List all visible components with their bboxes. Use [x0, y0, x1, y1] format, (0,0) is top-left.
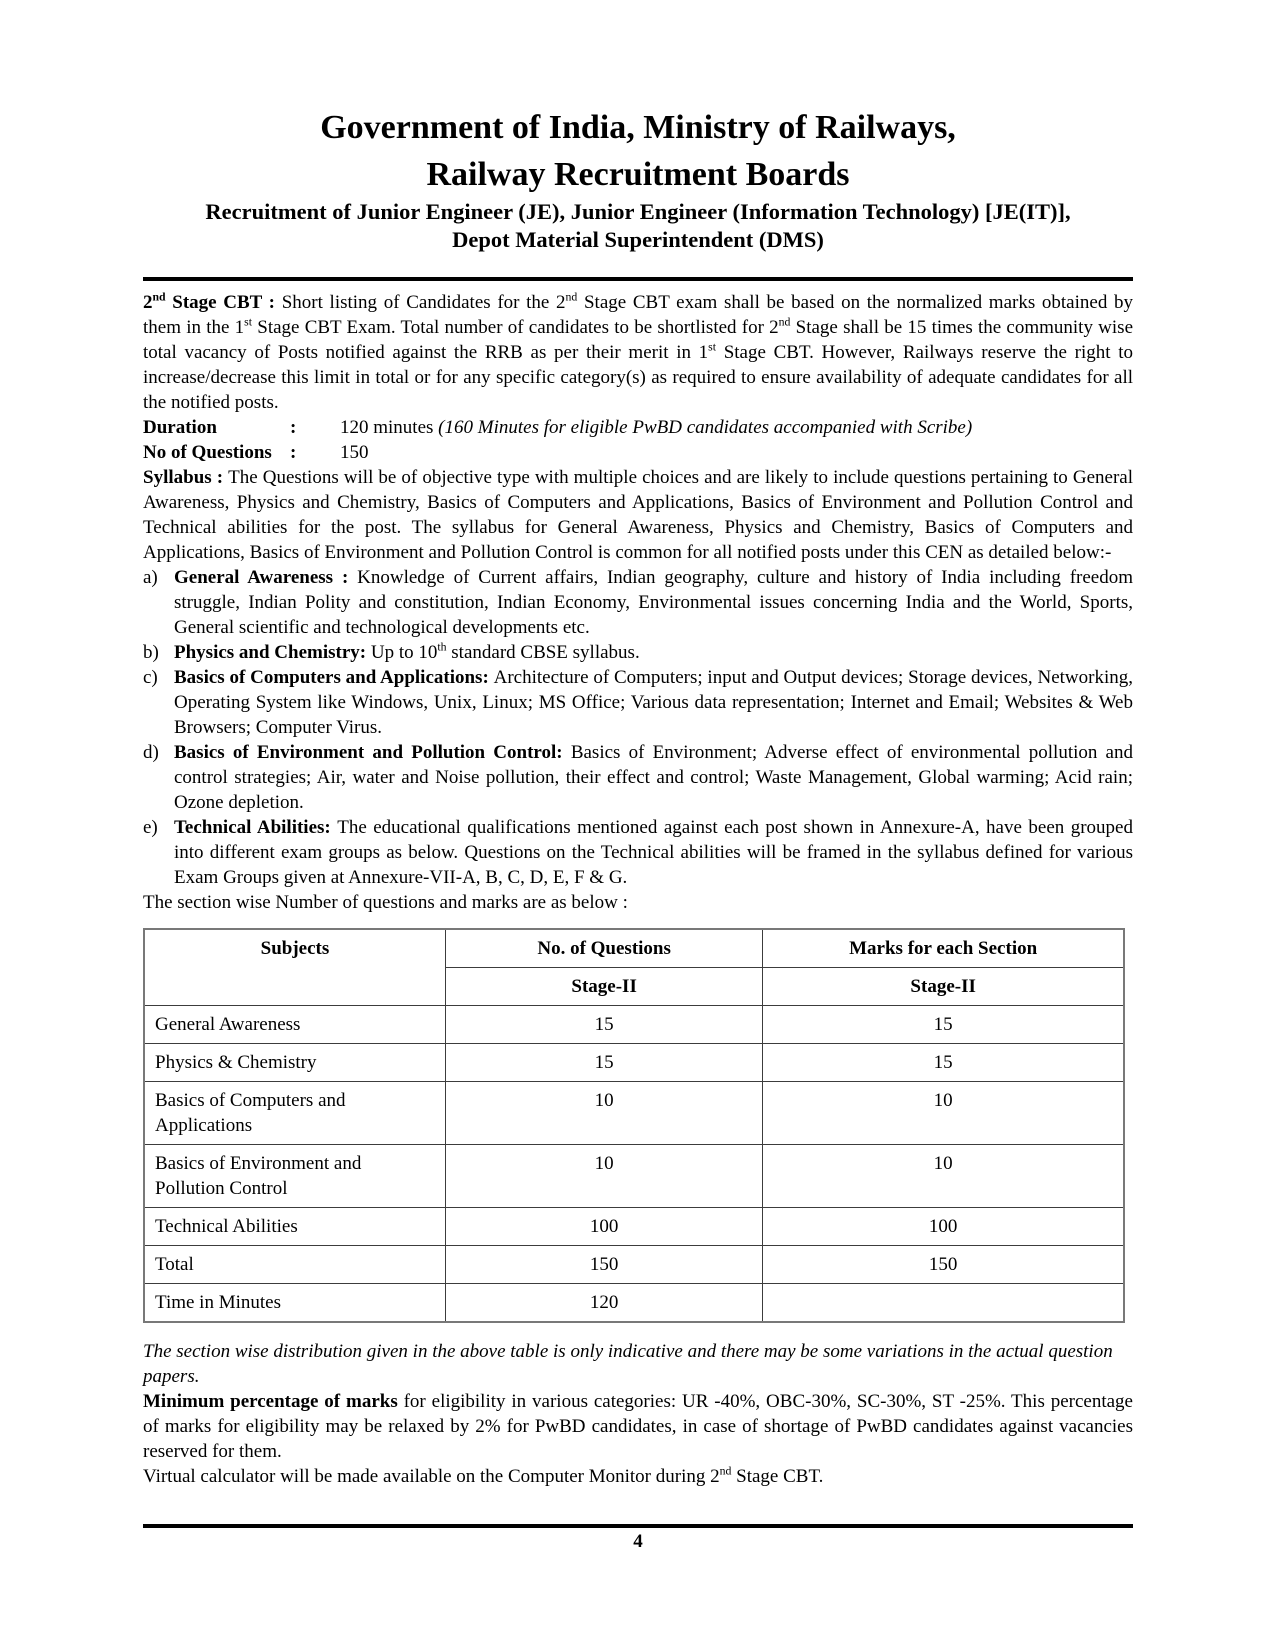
questions-cell: 120	[445, 1284, 762, 1323]
syllabus-paragraph: Syllabus : The Questions will be of objective type with multiple choices and are likely to include questions pertaining to General Awareness, Physics and Chemistry, Basics of Computers and Applications, Basics of Environment and Pollution Control and Technical abilities for the post. The syllabus for General Awareness, Physics and Chemistry, Basics of Computers and Applications, Basics of Environment and Pollution Control is common for all notified posts under this CEN as detailed below:-	[143, 467, 1133, 563]
subject-cell: Total	[144, 1246, 445, 1284]
list-marker-d: d)	[143, 742, 159, 763]
questions-cell: 15	[445, 1044, 762, 1082]
title-line-1: Government of India, Ministry of Railways,	[320, 109, 956, 146]
questions-cell: 15	[445, 1006, 762, 1044]
subject-cell: Basics of Environment and Pollution Control	[144, 1145, 445, 1208]
note-virtual-calculator: Virtual calculator will be made available on the Computer Monitor during 2nd Stage CBT.	[143, 1464, 824, 1487]
subtitle-line-2: Depot Material Superintendent (DMS)	[452, 226, 824, 252]
subtitle-line-1: Recruitment of Junior Engineer (JE), Junior Engineer (Information Technology) [JE(IT)],	[205, 199, 1071, 224]
questions-cell: 150	[445, 1246, 762, 1284]
subheader-cell-stage-marks: Stage-II	[763, 968, 1124, 1006]
subject-cell: Time in Minutes	[144, 1284, 445, 1323]
list-body-e: Technical Abilities: The educational qualifications mentioned against each post shown in Annexure-A, have been grouped into different exam groups as below. Questions on the Technical abilities will be framed in the syllabus defined for various Exam Groups given at Annexure-VII-A, B, C, D, E, F & G.	[174, 817, 1133, 888]
list-body-b: Physics and Chemistry: Up to 10th standard CBSE syllabus.	[174, 640, 640, 663]
table-row	[144, 1246, 1124, 1284]
table-header-row	[144, 929, 1124, 968]
marks-cell: 10	[763, 1082, 1124, 1145]
page-content	[143, 0, 1133, 1489]
page-footer	[143, 1524, 1133, 1553]
subject-cell: Technical Abilities	[144, 1208, 445, 1246]
table-row	[144, 1145, 1124, 1208]
marks-cell: 10	[763, 1145, 1124, 1208]
questions-cell: 10	[445, 1145, 762, 1208]
table-row	[144, 1006, 1124, 1044]
note-indicative: The section wise distribution given in the above table is only indicative and there may be some variations in the actual question papers.	[143, 1341, 1113, 1387]
title-line-2: Railway Recruitment Boards	[426, 156, 850, 193]
list-item-b	[143, 640, 1133, 665]
list-item-a	[143, 565, 1133, 640]
table-row	[144, 1208, 1124, 1246]
header-cell-questions: No. of Questions	[445, 929, 762, 968]
marks-cell: 150	[763, 1246, 1124, 1284]
questions-count-value: 150	[340, 442, 369, 463]
document-body	[143, 290, 1133, 1489]
list-marker-b: b)	[143, 642, 159, 663]
footer-divider-rule	[143, 1524, 1133, 1528]
subject-cell: General Awareness	[144, 1006, 445, 1044]
document-header	[143, 0, 1133, 281]
questions-cell: 100	[445, 1208, 762, 1246]
header-divider-rule	[143, 277, 1133, 281]
marks-cell: 15	[763, 1006, 1124, 1044]
list-marker-a: a)	[143, 567, 158, 588]
header-cell-subjects: Subjects	[144, 929, 445, 1006]
subject-cell: Basics of Computers and Applications	[144, 1082, 445, 1145]
questions-cell: 10	[445, 1082, 762, 1145]
note-minimum-marks: Minimum percentage of marks for eligibility in various categories: UR -40%, OBC-30%, SC-30%, ST -25%. This percentage of marks for eligibility may be relaxed by 2% for PwBD candidates, in case of shortage of PwBD candidates against vacancies reserved for them.	[143, 1391, 1133, 1462]
duration-value: 120 minutes (160 Minutes for eligible PwBD candidates accompanied with Scribe)	[340, 417, 973, 438]
list-body-d: Basics of Environment and Pollution Control: Basics of Environment; Adverse effect of environmental pollution and control strategies; Air, water and Noise pollution, their effect and control; Waste Management, Global warming; Acid rain; Ozone depletion.	[174, 742, 1133, 813]
list-item-e	[143, 815, 1133, 890]
table-intro-line: The section wise Number of questions and marks are as below :	[143, 892, 628, 913]
table-row	[144, 1082, 1124, 1145]
marks-cell: 100	[763, 1208, 1124, 1246]
intro-paragraph: 2nd Stage CBT : Short listing of Candidates for the 2nd Stage CBT exam shall be based on the normalized marks obtained by them in the 1st Stage CBT Exam. Total number of candidates to be shortlisted for 2nd Stage shall be 15 times the community wise total vacancy of Posts notified against the RRB as per their merit in 1st Stage CBT. However, Railways reserve the right to increase/decrease this limit in total or for any specific category(s) as required to ensure availability of adequate candidates for all the notified posts.	[143, 290, 1134, 413]
marks-table	[143, 928, 1125, 1323]
list-item-c	[143, 665, 1133, 740]
questions-count-colon: :	[290, 442, 297, 463]
duration-colon: :	[290, 417, 297, 438]
subheader-cell-stage-questions: Stage-II	[445, 968, 762, 1006]
list-marker-e: e)	[143, 817, 158, 838]
questions-count-label: No of Questions	[143, 442, 272, 463]
table-row	[144, 1044, 1124, 1082]
list-body-c: Basics of Computers and Applications: Architecture of Computers; input and Output devices; Storage devices, Networking, Operating System like Windows, Unix, Linux; MS Office; Various data representation; Internet and Email; Websites & Web Browsers; Computer Virus.	[174, 667, 1133, 738]
list-item-d	[143, 740, 1133, 815]
syllabus-list	[143, 565, 1133, 890]
header-cell-marks: Marks for each Section	[763, 929, 1124, 968]
subject-cell: Physics & Chemistry	[144, 1044, 445, 1082]
table-row	[144, 1284, 1124, 1323]
list-body-a: General Awareness : Knowledge of Current affairs, Indian geography, culture and history of India including freedom struggle, Indian Polity and constitution, Indian Economy, Environmental issues concerning India and the World, Sports, General scientific and technological developments etc.	[174, 567, 1134, 638]
page-number: 4	[633, 1531, 643, 1552]
list-marker-c: c)	[143, 667, 158, 688]
duration-label: Duration	[143, 417, 217, 438]
marks-cell	[763, 1284, 1124, 1323]
duration-row	[143, 415, 1133, 440]
marks-cell: 15	[763, 1044, 1124, 1082]
questions-count-row	[143, 440, 1133, 465]
